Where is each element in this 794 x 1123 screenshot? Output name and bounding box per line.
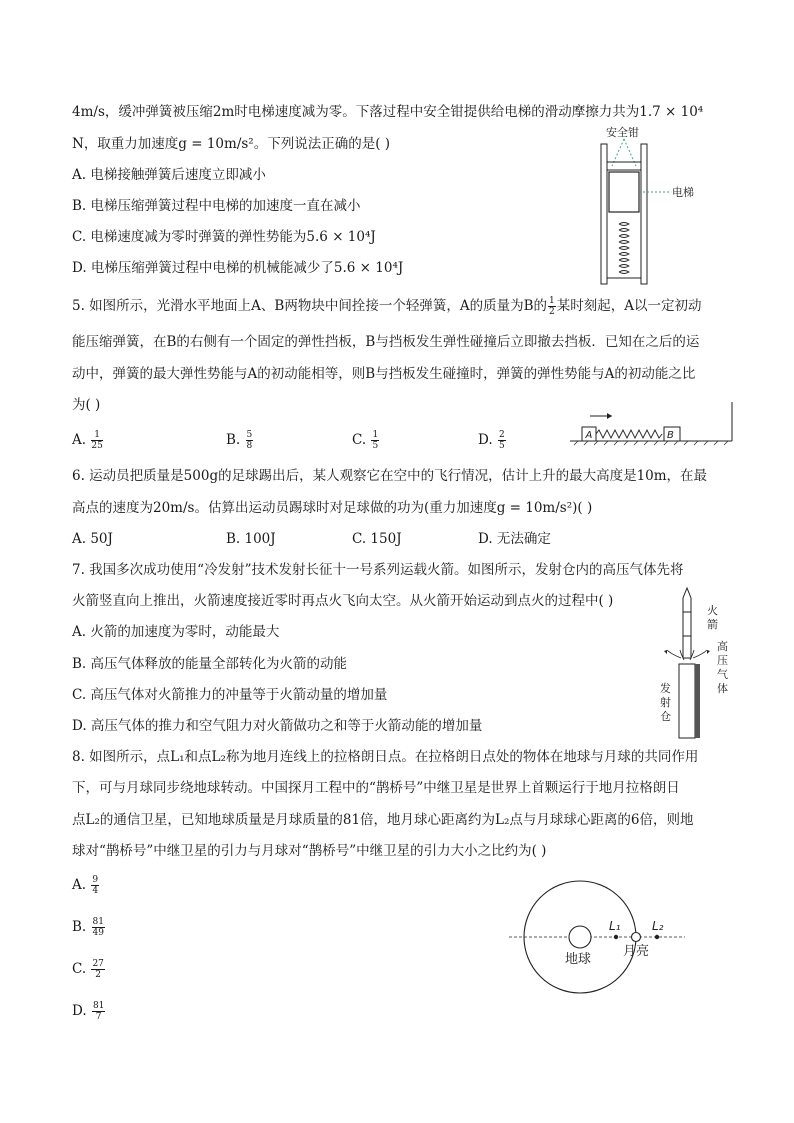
earth-label: 地球	[565, 952, 592, 967]
q4-option-c: C. 电梯速度减为零时弹簧的弹性势能为5.6 × 10⁴J	[72, 229, 376, 245]
q6-option-c: C. 150J	[352, 531, 402, 547]
q5-stem-line2: 能压缩弹簧，在B的右侧有一个固定的弹性挡板，B与挡板发生弹性碰撞后立即撤去挡板．已知在之后的运	[72, 334, 700, 350]
earth-moon-figure	[505, 880, 690, 1000]
silo-label-3: 仓	[660, 710, 671, 723]
gas-label-1: 高	[717, 640, 728, 653]
q5-option-a: A. $\frac{1}{25}$	[72, 430, 103, 451]
elevator-figure	[590, 124, 710, 286]
q7-stem-line1: 7. 我国多次成功使用“冷发射”技术发射长征十一号系列运载火箭。如图所示，发射仓内的高压气体先将	[72, 562, 684, 578]
q5-stem-line1: 5. 如图所示，光滑水平地面上A、B两物块中间拴接一个轻弹簧，A的质量为B的 $\frac{1}{2}$ 某时刻起，A以一定初动	[72, 296, 702, 317]
rocket-label-1: 火	[707, 604, 718, 617]
q4-option-d: D. 电梯压缩弹簧过程中电梯的机械能减少了5.6 × 10⁴J	[72, 260, 404, 276]
q8-stem-line1: 8. 如图所示，点L₁和点L₂称为地月连线上的拉格朗日点。在拉格朗日点处的物体在地球与月球的共同作用	[72, 749, 699, 765]
q8-option-b: B. $\frac{81}{49}$	[72, 917, 104, 938]
q7-option-a: A. 火箭的加速度为零时，动能最大	[72, 624, 280, 640]
q7-option-d: D. 高压气体的推力和空气阻力对火箭做功之和等于火箭动能的增加量	[72, 718, 483, 734]
q6-option-b: B. 100J	[226, 531, 276, 547]
q4-stem-line1: 4m/s，缓冲弹簧被压缩2m时电梯速度减为零。下落过程中安全钳提供给电梯的滑动摩擦力共为1.7 × 10⁴	[72, 104, 704, 120]
q8-stem-line4: 球对“鹊桥号”中继卫星的引力与月球对“鹊桥号”中继卫星的引力大小之比约为( )	[72, 843, 547, 859]
q8-option-d: D. $\frac{81}{7}$	[72, 1001, 105, 1022]
l2-label: L₂	[652, 919, 664, 933]
block-b-label: B	[667, 430, 674, 441]
q6-stem-line2: 高点的速度为20m/s。估算出运动员踢球时对足球做的功为(重力加速度g = 10m/s²)( )	[72, 500, 593, 516]
gas-label-2: 压	[717, 654, 728, 667]
q4-option-a: A. 电梯接触弹簧后速度立即减小	[72, 167, 266, 183]
q4-stem-line2: N，取重力加速度g = 10m/s²。下列说法正确的是( )	[72, 136, 391, 152]
q7-option-b: B. 高压气体释放的能量全部转化为火箭的动能	[72, 656, 348, 672]
q6-stem-line1: 6. 运动员把质量是500g的足球踢出后，某人观察它在空中的飞行情况，估计上升的最大高度是10m，在最	[72, 468, 708, 484]
q6-option-a: A. 50J	[72, 531, 113, 547]
silo-label-1: 发	[660, 682, 671, 695]
moon-label: 月亮	[623, 944, 650, 959]
rocket-label-2: 箭	[707, 618, 718, 631]
q6-option-d: D. 无法确定	[478, 531, 551, 547]
q5-stem-line4: 为( )	[72, 397, 101, 413]
q4-option-b: B. 电梯压缩弹簧过程中电梯的加速度一直在减小	[72, 198, 361, 214]
gas-label-3: 气	[717, 668, 728, 681]
q7-stem-line2: 火箭竖直向上推出，火箭速度接近零时再点火飞向太空。从火箭开始运动到点火的过程中( )	[72, 593, 614, 609]
q5-option-c: C. $\frac{1}{5}$	[352, 430, 379, 451]
clamp-label: 安全钳	[606, 126, 639, 139]
rocket-silo-figure	[655, 584, 740, 739]
q5-stem-line3: 动中，弹簧的最大弹性势能与A的初动能相等，则B与挡板发生碰撞时，弹簧的弹性势能与A的初动能之比	[72, 366, 696, 382]
q8-stem-line3: 点L₂的通信卫星，已知地球质量是月球质量的81倍，地月球心距离约为L₂点与月球球心距离的6倍，则地	[72, 812, 694, 828]
q5-option-b: B. $\frac{5}{8}$	[226, 430, 253, 451]
q8-stem-line2: 下，可与月球同步绕地球转动。中国探月工程中的“鹊桥号”中继卫星是世界上首颗运行于地月拉格朗日	[72, 780, 680, 796]
block-a-label: A	[585, 430, 593, 441]
l1-label: L₁	[609, 919, 621, 933]
q8-option-a: A. $\frac{9}{4}$	[72, 875, 99, 896]
q5-fraction: $\frac{1}{2}$	[549, 296, 555, 317]
silo-label-2: 射	[660, 696, 671, 709]
elevator-label: 电梯	[672, 186, 694, 199]
q5-option-d: D. $\frac{2}{5}$	[478, 430, 505, 451]
spring-blocks-figure	[560, 402, 740, 448]
q7-option-c: C. 高压气体对火箭推力的冲量等于火箭动量的增加量	[72, 687, 388, 703]
gas-label-4: 体	[717, 682, 728, 695]
q8-option-c: C. $\frac{27}{2}$	[72, 959, 104, 980]
